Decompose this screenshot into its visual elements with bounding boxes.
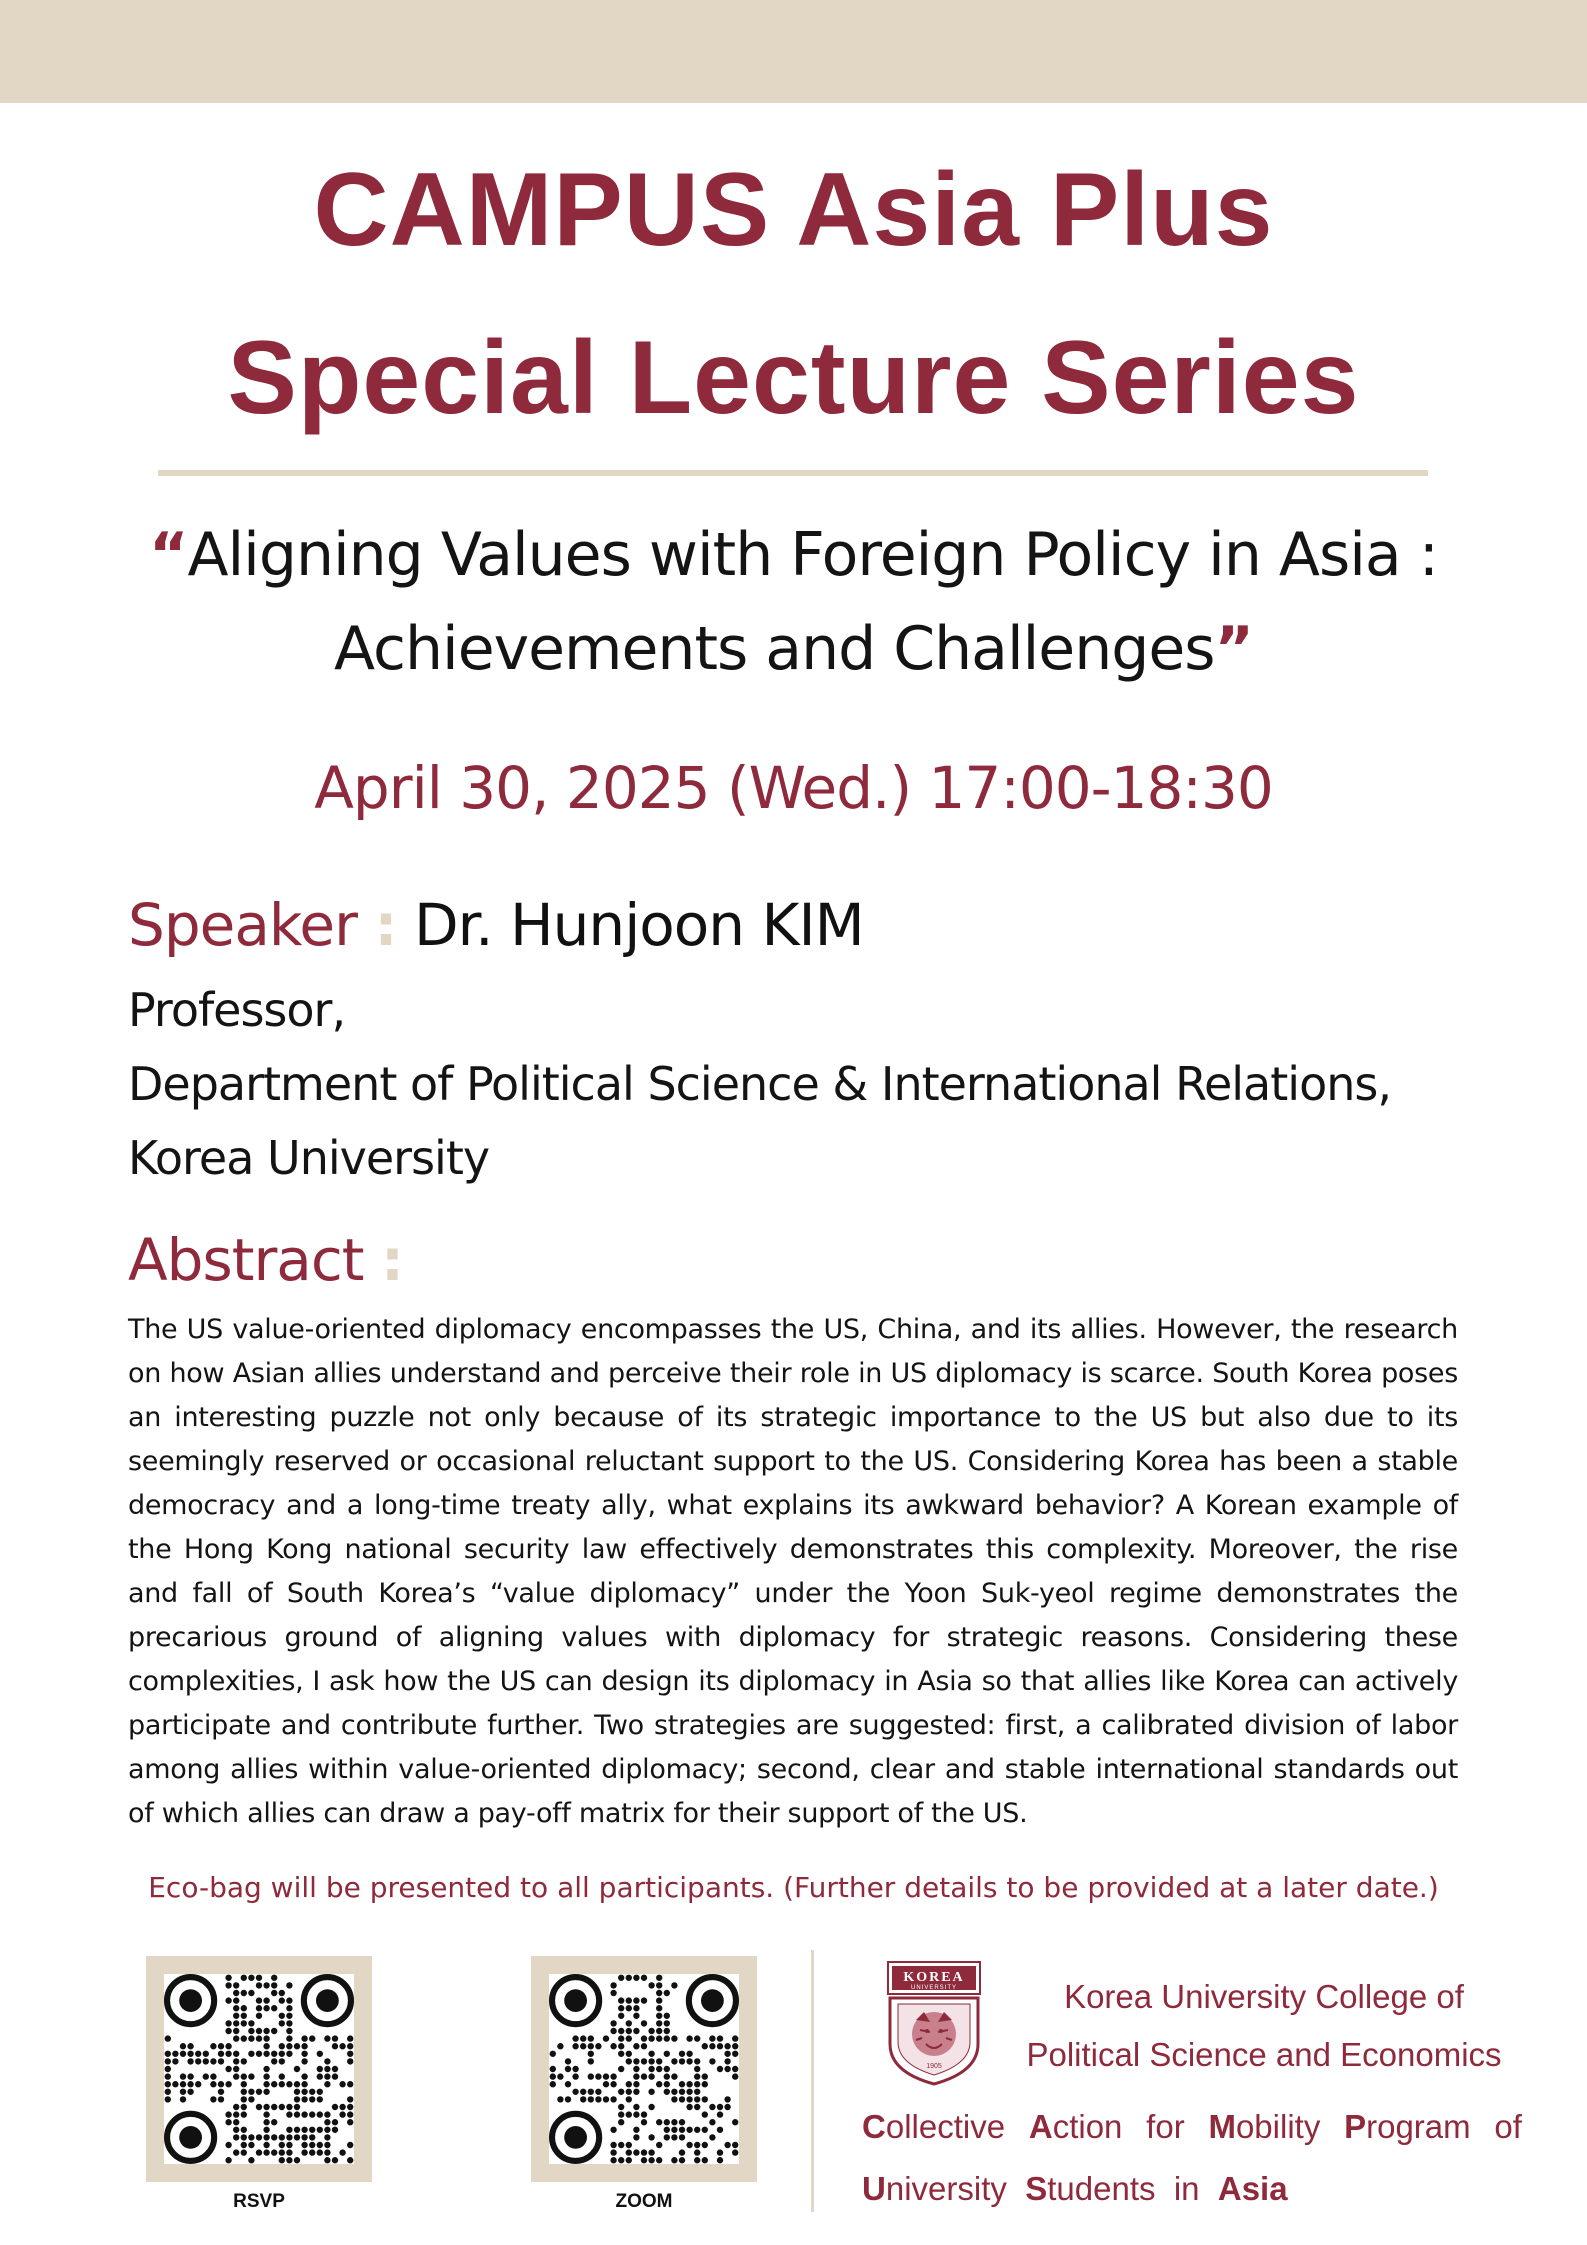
crest-subtext: UNIVERSITY [910, 1985, 958, 1991]
speaker-colon: : [374, 891, 397, 959]
speaker-name: Dr. Hunjoon KIM [414, 891, 864, 959]
title-divider [158, 470, 1428, 476]
abstract-heading [128, 1222, 403, 1298]
program-word: Collective [862, 2108, 1006, 2145]
page-title-line1: CAMPUS Asia Plus [313, 152, 1274, 268]
program-word: Asia [1217, 2170, 1288, 2207]
program-name-line1 [862, 2096, 1522, 2158]
speaker-university: Korea University [128, 1131, 490, 1185]
footer-divider [811, 1950, 814, 2212]
program-word: University [862, 2170, 1007, 2207]
qr-code-icon[interactable] [549, 1974, 739, 2164]
program-name-line2 [862, 2158, 1522, 2220]
lecture-date: April 30, 2025 (Wed.) 17:00-18:30 [314, 754, 1273, 822]
lecture-title-text2: Achievements and Challenges [334, 614, 1215, 684]
zoom-qr-frame[interactable] [531, 1956, 757, 2182]
speaker-line [128, 886, 864, 964]
program-word: Program [1344, 2108, 1471, 2145]
open-quote: “ [149, 520, 188, 590]
lecture-title-line1 [0, 508, 1587, 602]
crest-year: 1905 [926, 2063, 942, 2070]
abstract-label: Abstract [128, 1226, 364, 1294]
close-quote: ” [1214, 614, 1253, 684]
lecture-title-line2 [0, 602, 1587, 696]
qr-code-icon[interactable] [164, 1974, 354, 2164]
rsvp-qr-frame[interactable] [146, 1956, 372, 2182]
eco-bag-note: Eco-bag will be presented to all participants. (Further details to be provided at a later date.) [148, 1871, 1439, 1904]
program-word: for [1146, 2108, 1185, 2145]
speaker-department: Department of Political Science & International Relations, [128, 1057, 1391, 1111]
program-word: Mobility [1208, 2108, 1321, 2145]
top-banner-bar [0, 0, 1587, 103]
program-word: Action [1028, 2108, 1123, 2145]
college-name-line1: Korea University College of [1064, 1978, 1464, 2015]
lecture-title-text1: Aligning Values with Foreign Policy in Asia : [187, 520, 1438, 590]
program-word: Students [1025, 2170, 1156, 2207]
program-word: of [1494, 2108, 1522, 2145]
college-name-line2: Political Science and Economics [1026, 2036, 1502, 2073]
speaker-label: Speaker [128, 891, 357, 959]
rsvp-qr-label: RSVP [233, 2191, 285, 2212]
abstract-text: The US value-oriented diplomacy encompasses the US, China, and its allies. However, the research on how Asian allies understand and perceive their role in US diplomacy is scarce. South Korea poses an interesting puzzle not only because of its strategic importance to the US but also due to its seemingly reserved or occasional reluctant support to the US. Considering Korea has been a stable democracy and a long-time treaty ally, what explains its awkward behavior? A Korean example of the Hong Kong national security law effectively demonstrates this complexity. Moreover, the rise and fall of South Korea’s “value diplomacy” under the Yoon Suk-yeol regime demonstrates the precarious ground of aligning values with diplomacy for strategic reasons. Considering these complexities, I ask how the US can design its diplomacy in Asia so that allies like Korea can actively participate and contribute further. Two strategies are suggested: first, a calibrated division of labor among allies within value-oriented diplomacy; second, clear and stable international standards out of which allies can draw a pay-off matrix for their support of the US. [128, 1314, 1458, 1829]
abstract-colon: : [380, 1226, 404, 1294]
korea-university-crest-icon [886, 1960, 982, 2086]
page-title-line2: Special Lecture Series [227, 320, 1360, 436]
zoom-qr-label: ZOOM [615, 2191, 673, 2212]
program-word: in [1173, 2170, 1200, 2207]
crest-wordmark: KOREA [903, 1970, 965, 1985]
speaker-position: Professor, [128, 983, 346, 1037]
